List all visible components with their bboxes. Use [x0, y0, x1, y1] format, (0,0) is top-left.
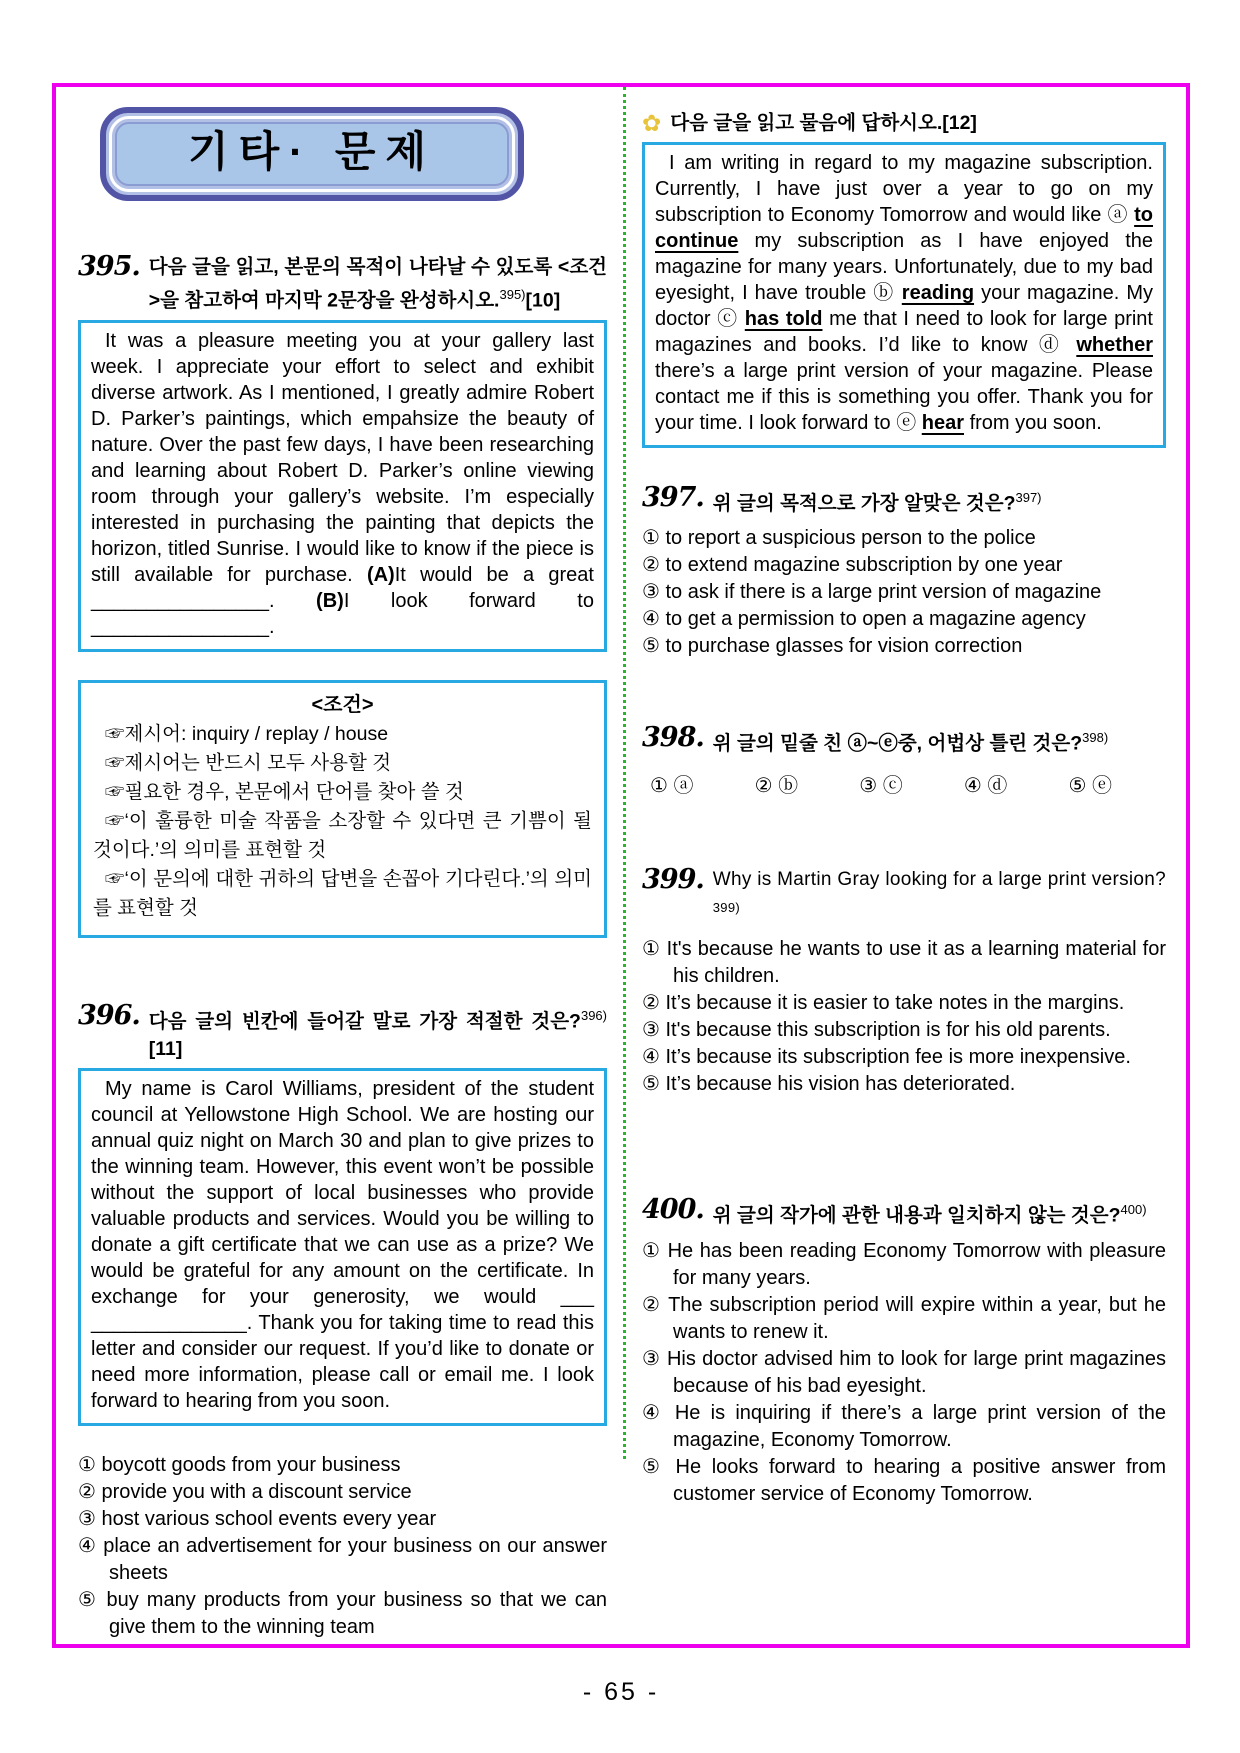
question-number: 396. — [78, 999, 140, 1031]
right-column — [626, 87, 1186, 1644]
circled-letter: ⓐ — [1107, 204, 1135, 226]
choice-number: ① — [642, 938, 661, 961]
prompt-text: 다음 글의 빈칸에 들어갈 말로 가장 적절한 것은? — [148, 1010, 581, 1032]
condition-item: ☞필요한 경우, 본문에서 단어를 찾아 쓸 것 — [105, 780, 464, 803]
answer-choice: ④ It’s because its subscription fee is more inexpensive. — [642, 1046, 1131, 1069]
question-397-header — [642, 484, 1166, 518]
question-prompt — [713, 1196, 1147, 1230]
circled-letter: ⓑ — [873, 282, 902, 304]
passage-box-reading — [642, 142, 1166, 448]
choice-number: ⑤ — [78, 1589, 99, 1611]
question-400 — [642, 1196, 1166, 1508]
choice-number: ⑤ — [642, 1073, 660, 1096]
prompt-text: 위 글의 목적으로 가장 알맞은 것은? — [712, 492, 1016, 515]
question-399-header — [642, 866, 1166, 928]
answer-choice: ④ place an advertisement for your business on our answer sheets — [78, 1535, 607, 1584]
question-number: 395. — [78, 251, 140, 282]
choice-number: ② — [642, 1293, 662, 1316]
passage-box-395 — [78, 320, 607, 652]
answer-choice: ② to extend magazine subscription by one year — [642, 553, 1063, 576]
answer-choice: ② provide you with a discount service — [78, 1481, 412, 1503]
question-398-header — [642, 721, 1166, 758]
answer-choice: ② ⓑ — [754, 775, 799, 797]
answer-choice: ③ It's because this subscription is for his old parents. — [642, 1019, 1111, 1042]
passage-text: your magazine. My doctor — [655, 282, 1153, 330]
passage-395 — [91, 328, 594, 640]
choices-399 — [642, 936, 1166, 1098]
answer-choice: ① It's because he wants to use it as a learning material for his children. — [642, 938, 1166, 988]
choices-400 — [642, 1238, 1166, 1508]
circled-letter: ⓔ — [896, 412, 922, 434]
passage-text: I am writing in regard to my magazine subscription. Currently, I have just over a year to go on my subscription to Economy Tomorrow and would like — [655, 152, 1153, 226]
choice-number: ① — [642, 1239, 661, 1262]
prompt-text: 다음 글을 읽고, 본문의 목적이 나타날 수 있도록 <조건>을 참고하여 마지막 2문장을 완성하시오. — [148, 256, 607, 312]
choices-396 — [78, 1452, 607, 1641]
answer-choice: ⑤ to purchase glasses for vision correction — [642, 634, 1023, 657]
answer-choice: ① boycott goods from your business — [78, 1454, 401, 1476]
answer-choice: ⑤ ⓔ — [1068, 775, 1112, 797]
underlined-term: hear — [921, 412, 965, 434]
points-badge: [11] — [148, 1038, 183, 1060]
page-title: 기타· 문제 — [115, 122, 509, 186]
underlined-term: whether — [1076, 334, 1153, 356]
footnote-number: 398) — [1082, 729, 1109, 745]
question-396 — [78, 999, 607, 1642]
choice-number: ① — [642, 526, 660, 549]
question-prompt — [149, 253, 607, 315]
prompt-text: Why is Martin Gray looking for a large print version? — [712, 869, 1166, 890]
footnote-number: 396) — [580, 1007, 607, 1023]
choice-number: ④ — [642, 607, 660, 630]
answer-choice: ④ He is inquiring if there’s a large print version of the magazine, Economy Tomorrow. — [642, 1401, 1166, 1451]
passage-text: me that I need to look for large print magazines and books. I’d like to know — [655, 308, 1153, 356]
condition-items — [93, 720, 592, 923]
choice-number: ③ — [642, 1347, 661, 1370]
answer-choice: ① ⓐ — [650, 775, 694, 797]
question-prompt — [149, 1002, 607, 1064]
question-397 — [642, 484, 1166, 660]
instruction-text: 다음 글을 읽고 물음에 답하시오.[12] — [670, 112, 977, 134]
choice-number: ⑤ — [642, 634, 660, 657]
answer-choice: ③ to ask if there is a large print version of magazine — [642, 580, 1102, 603]
question-number: 397. — [642, 482, 704, 513]
answer-choice: ④ ⓓ — [963, 775, 1008, 797]
question-prompt — [713, 866, 1166, 928]
underlined-term: reading — [901, 282, 975, 304]
answer-choice: ③ ⓒ — [859, 775, 903, 797]
condition-box — [78, 680, 607, 938]
choice-number: ⑤ — [642, 1455, 665, 1478]
answer-choice: ⑤ He looks forward to hearing a positive answer from customer service of Economy Tomorrow. — [642, 1455, 1166, 1505]
question-number: 399. — [642, 864, 704, 895]
question-prompt — [713, 484, 1042, 518]
worksheet-page — [52, 83, 1190, 1648]
left-column — [56, 87, 623, 1644]
footnote-number: 400) — [1120, 1202, 1147, 1218]
passage-text: there’s a large print version of your magazine. Please contact me if this is something you offer. Thank you for your time. I look forward to — [655, 360, 1153, 434]
passage-text: It would be a great ________________. — [91, 563, 594, 612]
bold-label: (A) — [366, 563, 395, 586]
answer-choice: ③ host various school events every year — [78, 1508, 437, 1530]
points-badge: [10] — [525, 289, 561, 312]
passage-396: My name is Carol Williams, president of the student council at Yellowstone High School. We are hosting our annual quiz night on March 30 and plan to give prizes to the winning team. However, this event won’t be possible without the support of local businesses who provide valuable products and services. Would you be willing to donate a gift certificate that we can use as a prize? We would be grateful for any amount on the certificate. In exchange for your generosity, we would ___ ______________. Thank you for taking time to read this letter and consider our request. If you’d like to donate or need more information, please call or email me. I look forward to hearing from you soon. — [91, 1078, 594, 1412]
choice-number: ④ — [642, 1046, 660, 1069]
condition-item: ☞제시어는 반드시 모두 사용할 것 — [105, 751, 392, 774]
passage-text: It was a pleasure meeting you at your gallery last week. I appreciate your effort to select and exhibit diverse artwork. As I mentioned, I greatly admire Robert D. Parker’s paintings, which empahsize the beauty of nature. Over the past few days, I have been researching and learning about Robert D. Parker’s online viewing room through your gallery’s website. I’m especially interested in purchasing the painting that depicts the horizon, titled Sunrise. I would like to know if the piece is still available for purchase. — [91, 329, 594, 586]
answer-choice: ② The subscription period will expire within a year, but he wants to renew it. — [642, 1293, 1166, 1343]
choice-number: ② — [642, 553, 660, 576]
prompt-text: 위 글의 밑줄 친 ⓐ~ⓔ중, 어법상 틀린 것은? — [712, 732, 1083, 754]
passage-box-396 — [78, 1068, 607, 1426]
question-400-header — [642, 1196, 1166, 1230]
question-number: 398. — [642, 721, 704, 753]
choice-number: ③ — [642, 1019, 660, 1042]
reading-set-instruction — [642, 111, 1166, 135]
answer-choice: ④ to get a permission to open a magazine agency — [642, 607, 1086, 630]
flower-icon: ✿ — [642, 109, 662, 136]
condition-item: ☞제시어: inquiry / replay / house — [105, 722, 389, 745]
bold-label: (B) — [316, 589, 344, 612]
question-398 — [642, 721, 1166, 799]
title-mid-ring — [109, 116, 515, 192]
page-title-box — [100, 107, 524, 201]
choice-number: ④ — [78, 1535, 97, 1557]
circled-letter: ⓒ — [717, 308, 745, 330]
choice-number: ④ — [642, 1401, 665, 1424]
answer-choice: ① He has been reading Economy Tomorrow with pleasure for many years. — [642, 1239, 1167, 1289]
underlined-term: to continue — [655, 204, 1154, 252]
footnote-number: 397) — [1015, 490, 1042, 505]
choices-398 — [642, 769, 1112, 798]
title-outer-ring — [100, 107, 524, 201]
answer-choice: ⑤ buy many products from your business so that we can give them to the winning team — [78, 1589, 607, 1638]
choices-397 — [642, 525, 1166, 660]
page-number: - 65 - — [582, 1678, 660, 1706]
answer-choice: ① to report a suspicious person to the police — [642, 526, 1036, 549]
reading-passage — [655, 150, 1153, 436]
answer-choice: ⑤ It’s because his vision has deteriorated. — [642, 1073, 1016, 1096]
question-395 — [78, 253, 607, 938]
choice-number: ② — [642, 992, 660, 1015]
condition-item: ☞‘이 훌륭한 미술 작품을 소장할 수 있다면 큰 기쁨이 될 것이다.’의 의미를 표현할 것 — [93, 809, 592, 861]
choice-number: ③ — [78, 1508, 96, 1530]
choice-number: ② — [78, 1481, 96, 1503]
passage-text: from you soon. — [964, 412, 1102, 434]
answer-choice: ② It’s because it is easier to take notes in the margins. — [642, 992, 1125, 1015]
question-prompt — [713, 724, 1108, 758]
circled-letter: ⓓ — [1038, 334, 1077, 356]
underlined-term: has told — [744, 308, 823, 330]
question-396-header — [78, 999, 607, 1064]
footnote-number: 399) — [712, 900, 740, 915]
passage-text: I look forward to ________________. — [91, 589, 594, 638]
question-number: 400. — [642, 1194, 704, 1226]
passage-text: my subscription as I have enjoyed the magazine for many years. Unfortunately, due to my bad eyesight, I have trouble — [655, 230, 1153, 304]
choice-number: ③ — [642, 580, 660, 603]
condition-title: <조건> — [311, 693, 374, 716]
condition-item: ☞‘이 문의에 대한 귀하의 답변을 손꼽아 기다린다.’의 의미를 표현할 것 — [93, 867, 592, 919]
answer-choice: ③ His doctor advised him to look for large print magazines because of his bad eyesight. — [642, 1347, 1166, 1397]
choice-number: ① — [78, 1454, 96, 1476]
prompt-text: 위 글의 작가에 관한 내용과 일치하지 않는 것은? — [712, 1204, 1121, 1227]
question-399 — [642, 866, 1166, 1098]
question-395-header — [78, 253, 607, 315]
footnote-number: 395) — [499, 287, 526, 302]
